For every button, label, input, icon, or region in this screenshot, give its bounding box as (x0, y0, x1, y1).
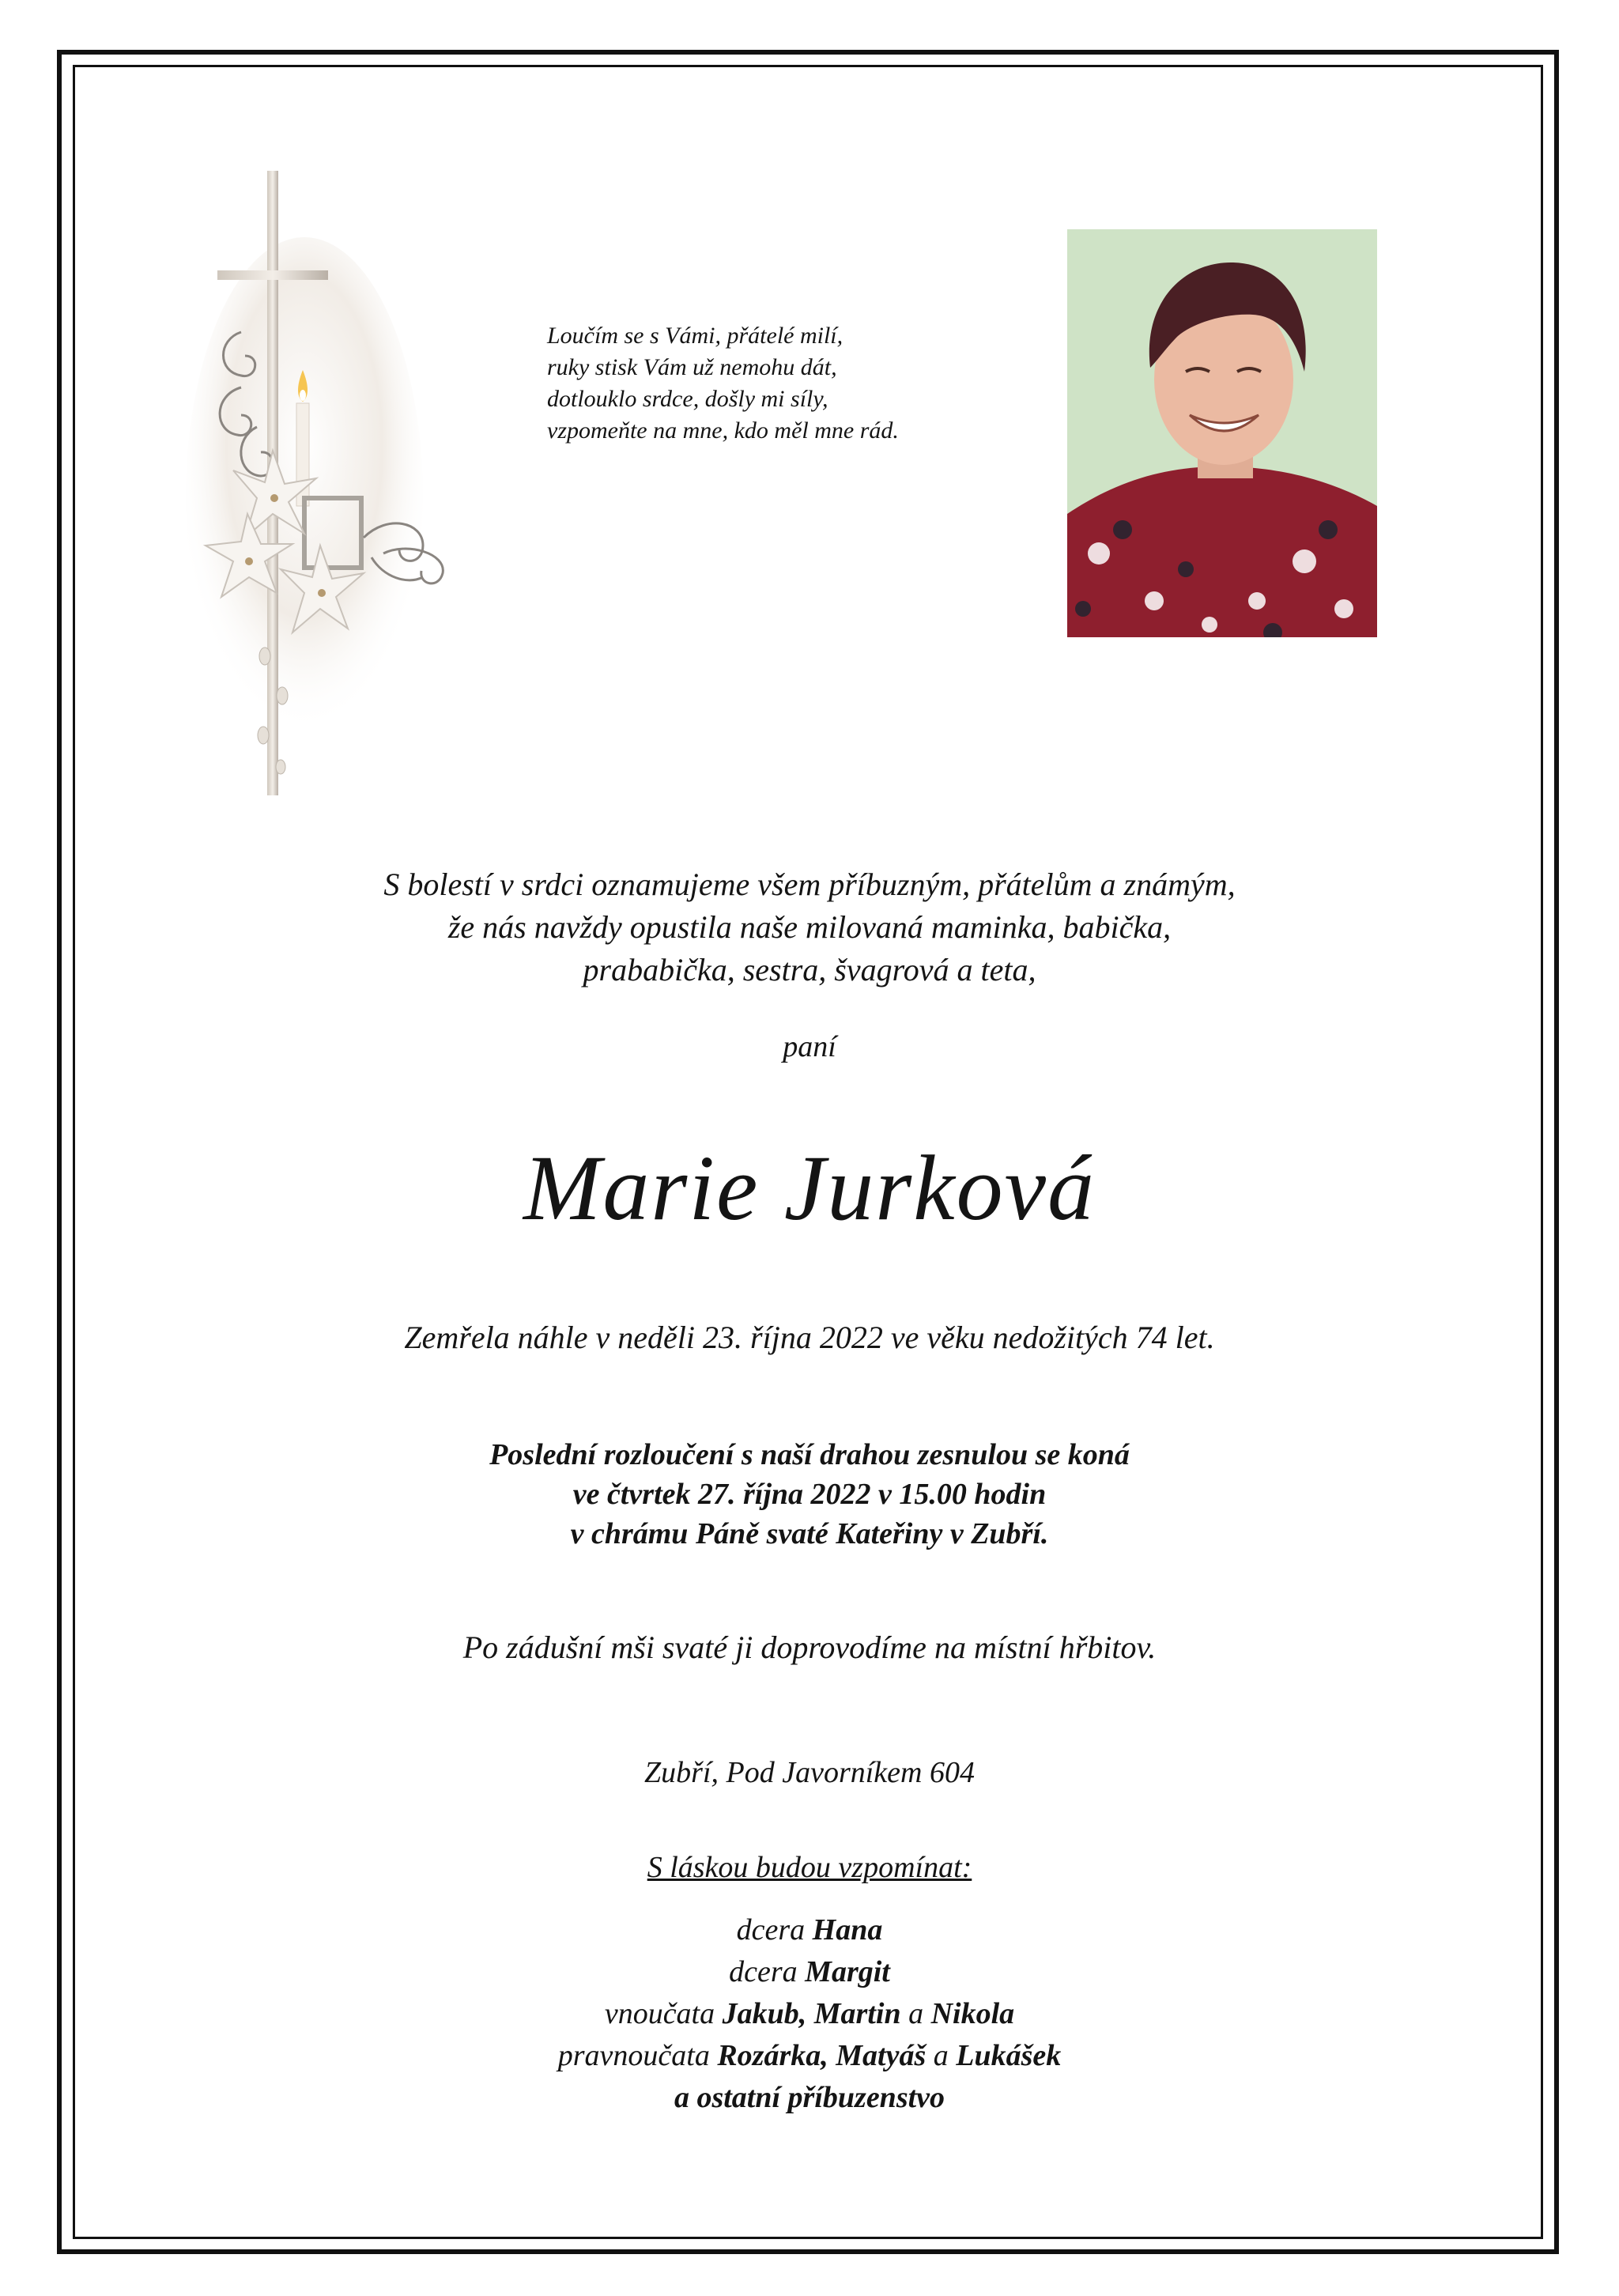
mourner-line (0, 2035, 1619, 2077)
mourners-heading-text: S láskou budou vzpomínat: (647, 1851, 972, 1884)
relation-label: pravnoučata (557, 2039, 710, 2072)
announcement-text (0, 863, 1619, 991)
mourner-name: Lukášek (956, 2039, 1062, 2072)
family-address: Zubří, Pod Javorníkem 604 (644, 1756, 975, 1789)
funeral-line: v chrámu Páně svaté Kateřiny v Zubří. (570, 1517, 1049, 1550)
honorific: paní (783, 1030, 836, 1063)
announcement-line: prababička, sestra, švagrová a teta, (583, 952, 1036, 988)
conjunction: a (933, 2039, 949, 2072)
mourners-heading (0, 1850, 1619, 1885)
mourner-name: Martin (813, 1997, 901, 2030)
name-separator: , (821, 2039, 828, 2072)
mourner-name: Jakub (722, 1997, 799, 2030)
relation-label: vnoučata (604, 1997, 715, 2030)
mourner-line (0, 2077, 1619, 2119)
name-separator: , (798, 1997, 807, 2030)
deceased-name: Marie Jurková (523, 1136, 1096, 1240)
mourner-name: Nikola (930, 1997, 1015, 2030)
mourner-name: Matyáš (836, 2039, 926, 2072)
poem-line: dotlouklo srdce, došly mi síly, (547, 386, 828, 412)
poem-line: vzpomeňte na mne, kdo měl mne rád. (547, 417, 899, 444)
poem-line: ruky stisk Vám už nemohu dát, (547, 354, 837, 380)
portrait-photo (1067, 229, 1377, 637)
burial-note: Po zádušní mši svaté ji doprovodíme na místní hřbitov. (462, 1629, 1157, 1665)
announcement-line: S bolestí v srdci oznamujeme všem příbuzným, přátelům a známým, (383, 867, 1236, 902)
relation-label: dcera (736, 1913, 806, 1947)
mourner-name: Rozárka (717, 2039, 821, 2072)
farewell-poem (547, 320, 1053, 447)
mourner-names: Hana (812, 1913, 883, 1947)
mourners-list (0, 1909, 1619, 2119)
announcement-line: že nás navždy opustila naše milovaná maminka, babička, (447, 909, 1172, 945)
conjunction: a (908, 1997, 924, 2030)
mourner-line (0, 1909, 1619, 1951)
funeral-line: ve čtvrtek 27. října 2022 v 15.00 hodin (572, 1478, 1047, 1511)
other-relatives: a ostatní příbuzenstvo (674, 2081, 945, 2114)
funeral-details (0, 1435, 1619, 1554)
cross-candle-lily-ornament (186, 166, 502, 838)
mourner-line (0, 1951, 1619, 1993)
mourner-names: Margit (805, 1955, 890, 1988)
relation-label: dcera (729, 1955, 798, 1988)
mourner-line (0, 1993, 1619, 2035)
funeral-line: Poslední rozloučení s naší drahou zesnulou se koná (489, 1438, 1130, 1471)
death-notice: Zemřela náhle v neděli 23. října 2022 ve věku nedožitých 74 let. (404, 1320, 1215, 1355)
poem-line: Loučím se s Vámi, přátelé milí, (547, 323, 843, 349)
